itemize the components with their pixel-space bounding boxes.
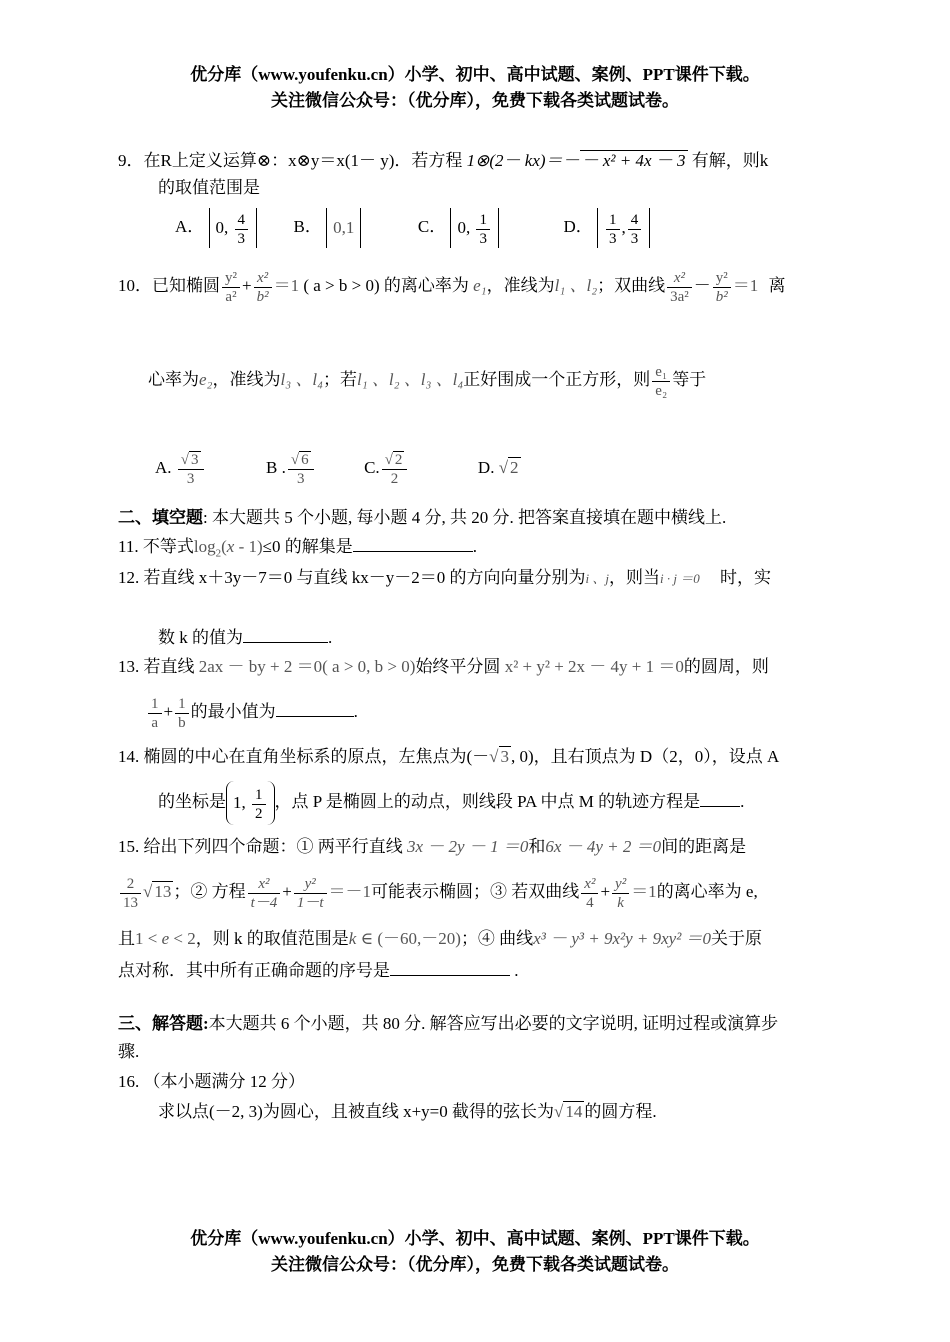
q15-and: 和 (528, 837, 546, 856)
q15-h: ；④ 曲线 (460, 929, 534, 948)
q9-opt-a: 0, $\frac{4}{3}$ (209, 208, 258, 248)
q12-end: . (328, 628, 333, 647)
q11-a: 11. 不等式 (118, 537, 194, 556)
q10-line2c: ；若 (323, 370, 357, 389)
q12-line2 (158, 627, 332, 649)
q15-a: 15. 给出下列四个命题：① 两平行直线 (118, 837, 403, 856)
q11-c: . (472, 537, 477, 556)
q15-e: 的离心率为 e, (656, 882, 758, 901)
q15-eq-x: $\frac{\text{x²}}{t-4}$ (248, 875, 281, 912)
q9-stem: 9．在R上定义运算⊗：x⊗y＝x(1－ y)．若方程 (118, 151, 463, 170)
q10-line2 (148, 360, 706, 400)
q15-g: ，则 k 的取值范围是 (195, 929, 349, 948)
q13-line-eq: 2ax － by + 2 ＝0( a > 0, b > 0) (198, 657, 416, 676)
q14-b: , 0)，且右顶点为 D（2，0），设点 A (511, 747, 780, 766)
q10-mid: ，准线为 (486, 276, 555, 295)
q15-i: 关于原 (711, 929, 763, 948)
q10-opt-b: $\frac{√ 6}{3}$ (288, 451, 314, 488)
q12-c: 时，实 (719, 568, 771, 587)
q9-line2: 的取值范围是 (158, 178, 260, 197)
q15-curve: x³ － y³ + 9x²y + 9xy² ＝0 (533, 929, 712, 948)
q10-l1l2: l₁ 、l₂ (554, 276, 598, 295)
q15-dist: $\frac{2}{13}$ (120, 875, 141, 912)
q14-line2 (158, 780, 744, 825)
q9-line1 (118, 150, 768, 172)
q15-l1: 3x － 2y － 1 ＝0 (407, 837, 529, 856)
q10-hyper: ；双曲线 (597, 276, 666, 295)
q9-opt-a-label: A． (175, 217, 205, 236)
q10-opt-a-label: A. (155, 458, 172, 477)
q13-a: 13. 若直线 (118, 657, 195, 676)
q10-opt-c: $\frac{√ 2}{2}$ (382, 451, 408, 488)
q13-frac-b: $\frac{1}{b}$ (175, 695, 189, 732)
q16-b: 求以点(－2, 3)为圆心，且被直线 x+y=0 截得的弦长为 (158, 1102, 554, 1121)
q10-l3l4: l₃ 、l₄ (280, 370, 323, 389)
q9-options (175, 207, 650, 248)
sec2-desc: : 本大题共 5 个小题, 每小题 4 分, 共 20 分. 把答案直接填在题中横线上. (203, 508, 727, 527)
q16-c: 的圆方程. (584, 1102, 657, 1121)
q15-l2: 6x － 4y + 2 ＝0 (545, 837, 662, 856)
q10-hyper-x: $\frac{\text{x²}}{\text{3a²}}$ (667, 269, 692, 306)
q14-end: . (740, 792, 745, 811)
q10-ratio: $\frac{\text{e₁}}{\text{e₂}}$ (652, 363, 670, 400)
q10-ellipse-x: $\frac{\text{x²}}{\text{b²}}$ (254, 269, 272, 306)
q15-hyp-x: $\frac{\text{x²}}{4}$ (581, 875, 598, 912)
q9-opt-d-label: D． (563, 217, 593, 236)
q14-d: ，点 P 是椭圆上的动点，则线段 PA 中点 M 的轨迹方程是 (274, 792, 701, 811)
q15-f: 且 (118, 929, 135, 948)
q10-options (155, 446, 521, 490)
q9-radicand: － x² + 4x － 3 (581, 151, 686, 170)
q10-num: 10．已知椭圆 (118, 276, 220, 295)
q10-e1: e₁ (473, 276, 487, 295)
q14-a: 14. 椭圆的中心在直角坐标系的原点，左焦点为(－ (118, 747, 490, 766)
q10-opt-d-label: D. (477, 458, 495, 477)
q9-tail: 有解，则k (691, 151, 769, 170)
sec3-heading (118, 1013, 778, 1035)
q10-hyper-y: $\frac{\text{y²}}{\text{b²}}$ (713, 269, 731, 306)
q9-opt-c-label: C． (417, 217, 447, 236)
q9-opt-b-label: B． (293, 217, 322, 236)
q9-opt-d: $\frac{1}{3}$ , $\frac{4}{3}$ (597, 208, 650, 248)
header-line-2: 关注微信公众号：（优分库），免费下载各类试题试卷。 (271, 91, 679, 110)
q10-line2b: ，准线为 (212, 370, 281, 389)
q15-b: 间的距离是 (661, 837, 747, 856)
q10-opt-d: √ 2 (498, 458, 519, 477)
q9-opt-b: 0,1 (326, 208, 361, 248)
q10-line2a: 心率为 (148, 370, 199, 389)
q14-point-a: 1, $\frac{1}{2}$ (226, 781, 275, 825)
q13-end: . (353, 702, 358, 721)
q13-line1 (118, 656, 769, 678)
q15-hyp-y: $\frac{\text{y²}}{k}$ (612, 875, 629, 912)
q15-line1 (118, 836, 746, 858)
q10-opt-b-label: B . (266, 458, 286, 477)
q15-line4-text: 点对称．其中所有正确命题的序号是 (118, 961, 390, 980)
sec2-title: 二、填空题 (118, 508, 203, 527)
sec3-title: 三、解答题: (118, 1014, 209, 1033)
q13-c: 的圆周，则 (683, 657, 769, 676)
q13-line2: $\frac{1}{a}$ + $\frac{1}{b}$ 的最小值为 . (146, 692, 358, 732)
footer-line-2: 关注微信公众号：（优分库），免费下载各类试题试卷。 (271, 1255, 679, 1274)
q16-body: 求以点(－2, 3)为圆心，且被直线 x+y=0 截得的弦长为√ 14 的圆方程. (158, 1102, 657, 1121)
q10-line2d: 正好围成一个正方形，则 (463, 370, 651, 389)
q16-a: 16. （本小题满分 12 分） (118, 1072, 305, 1091)
q10-opt-c-label: C. (364, 458, 380, 477)
q10-end: 离 (768, 276, 786, 295)
q14-c: 的坐标是 (158, 792, 226, 811)
q12-a: 12. 若直线 x＋3y－7＝0 与直线 kx－y－2＝0 的方向向量分别为 (118, 568, 586, 587)
header-line-1: 优分库（www.youfenku.cn）小学、初中、高中试题、案例、PPT课件下载。 (190, 65, 760, 84)
q9-opt-c: 0, $\frac{1}{3}$ (450, 208, 499, 248)
q12-line2-text: 数 k 的值为 (158, 628, 243, 647)
q15-line4 (118, 960, 519, 982)
q10-e2: e₂ (199, 370, 213, 389)
q12-b: ，则当 (608, 568, 660, 587)
q15-line2: $\frac{2}{13}$ √ 13 ；② 方程 $\frac{\text{x²}}{t-4}$ + $\frac{\text{y²}}{1-t}$ ＝－1可能表示椭圆；③ 若双曲线 $\frac{\text{x²}}{4}$ + $\frac{\text{y²}}{k}$ ＝1的离心率为 e, (118, 870, 758, 914)
q11-b: ≤0 的解集是 (262, 537, 353, 556)
q10-cond: ( a > b > 0) 的离心率为 (303, 276, 469, 295)
sec2-heading (118, 507, 726, 529)
q10-line1: 10．已知椭圆 $\frac{\text{y²}}{\text{a²}}$ + $\frac{\text{x²}}{\text{b²}}$ ＝1 ( a > b > 0) 的离心率为 e₁，准线为l₁ 、l₂；双曲线 $\frac{\text{x²}}{\text{3a²}}$ － $\frac{\text{y²}}{\text{b²}}$ ＝1 离 (118, 269, 786, 305)
q15-eq-y: $\frac{\text{y²}}{1-t}$ (294, 875, 327, 912)
q13-frac-a: $\frac{1}{a}$ (148, 695, 162, 732)
q13-b: 始终平分圆 (415, 657, 501, 676)
q15-d: 可能表示椭圆；③ 若双曲线 (371, 882, 580, 901)
q10-line2e: 等于 (672, 370, 707, 389)
q9-eq: 1⊗(2－ kx)＝－ (466, 151, 580, 170)
q14-line1: 14. 椭圆的中心在直角坐标系的原点，左焦点为(－√ 3 , 0)，且右顶点为 D（2，0），设点 A (118, 747, 780, 766)
q10-eq1: ＝1 (732, 276, 759, 295)
sec3-desc2: 骤. (118, 1042, 140, 1061)
footer-line-1: 优分库（www.youfenku.cn）小学、初中、高中试题、案例、PPT课件下载。 (190, 1229, 760, 1248)
q10-opt-a: $\frac{√ 3}{3}$ (178, 451, 204, 488)
q10-lall: l₁ 、l₂ 、l₃ 、l₄ (357, 370, 464, 389)
q13-circle: x² + y² + 2x － 4y + 1 ＝0 (504, 657, 684, 676)
q12-line1: 12. 若直线 x＋3y－7＝0 与直线 kx－y－2＝0 的方向向量分别为i 、j，则当i · j ＝0 时，实 (118, 568, 771, 587)
q15-line3: 且1 < e < 2，则 k 的取值范围是k ∈ (－60,－20)；④ 曲线x³ － y³ + 9x²y + 9xy² ＝0关于原 (118, 929, 763, 948)
sec3-desc: 本大题共 6 个小题，共 80 分. 解答应写出必要的文字说明, 证明过程或演算步 (208, 1014, 779, 1033)
q11: 11. 不等式$\log_2(x - 1)\le 0$ 的解集是 . (118, 537, 477, 560)
q15-c: ；② 方程 (173, 882, 246, 901)
q10-ellipse-y: $\frac{\text{y²}}{\text{a²}}$ (222, 269, 240, 306)
q13-d: 的最小值为 (190, 702, 276, 721)
q15-end: . (514, 961, 519, 980)
